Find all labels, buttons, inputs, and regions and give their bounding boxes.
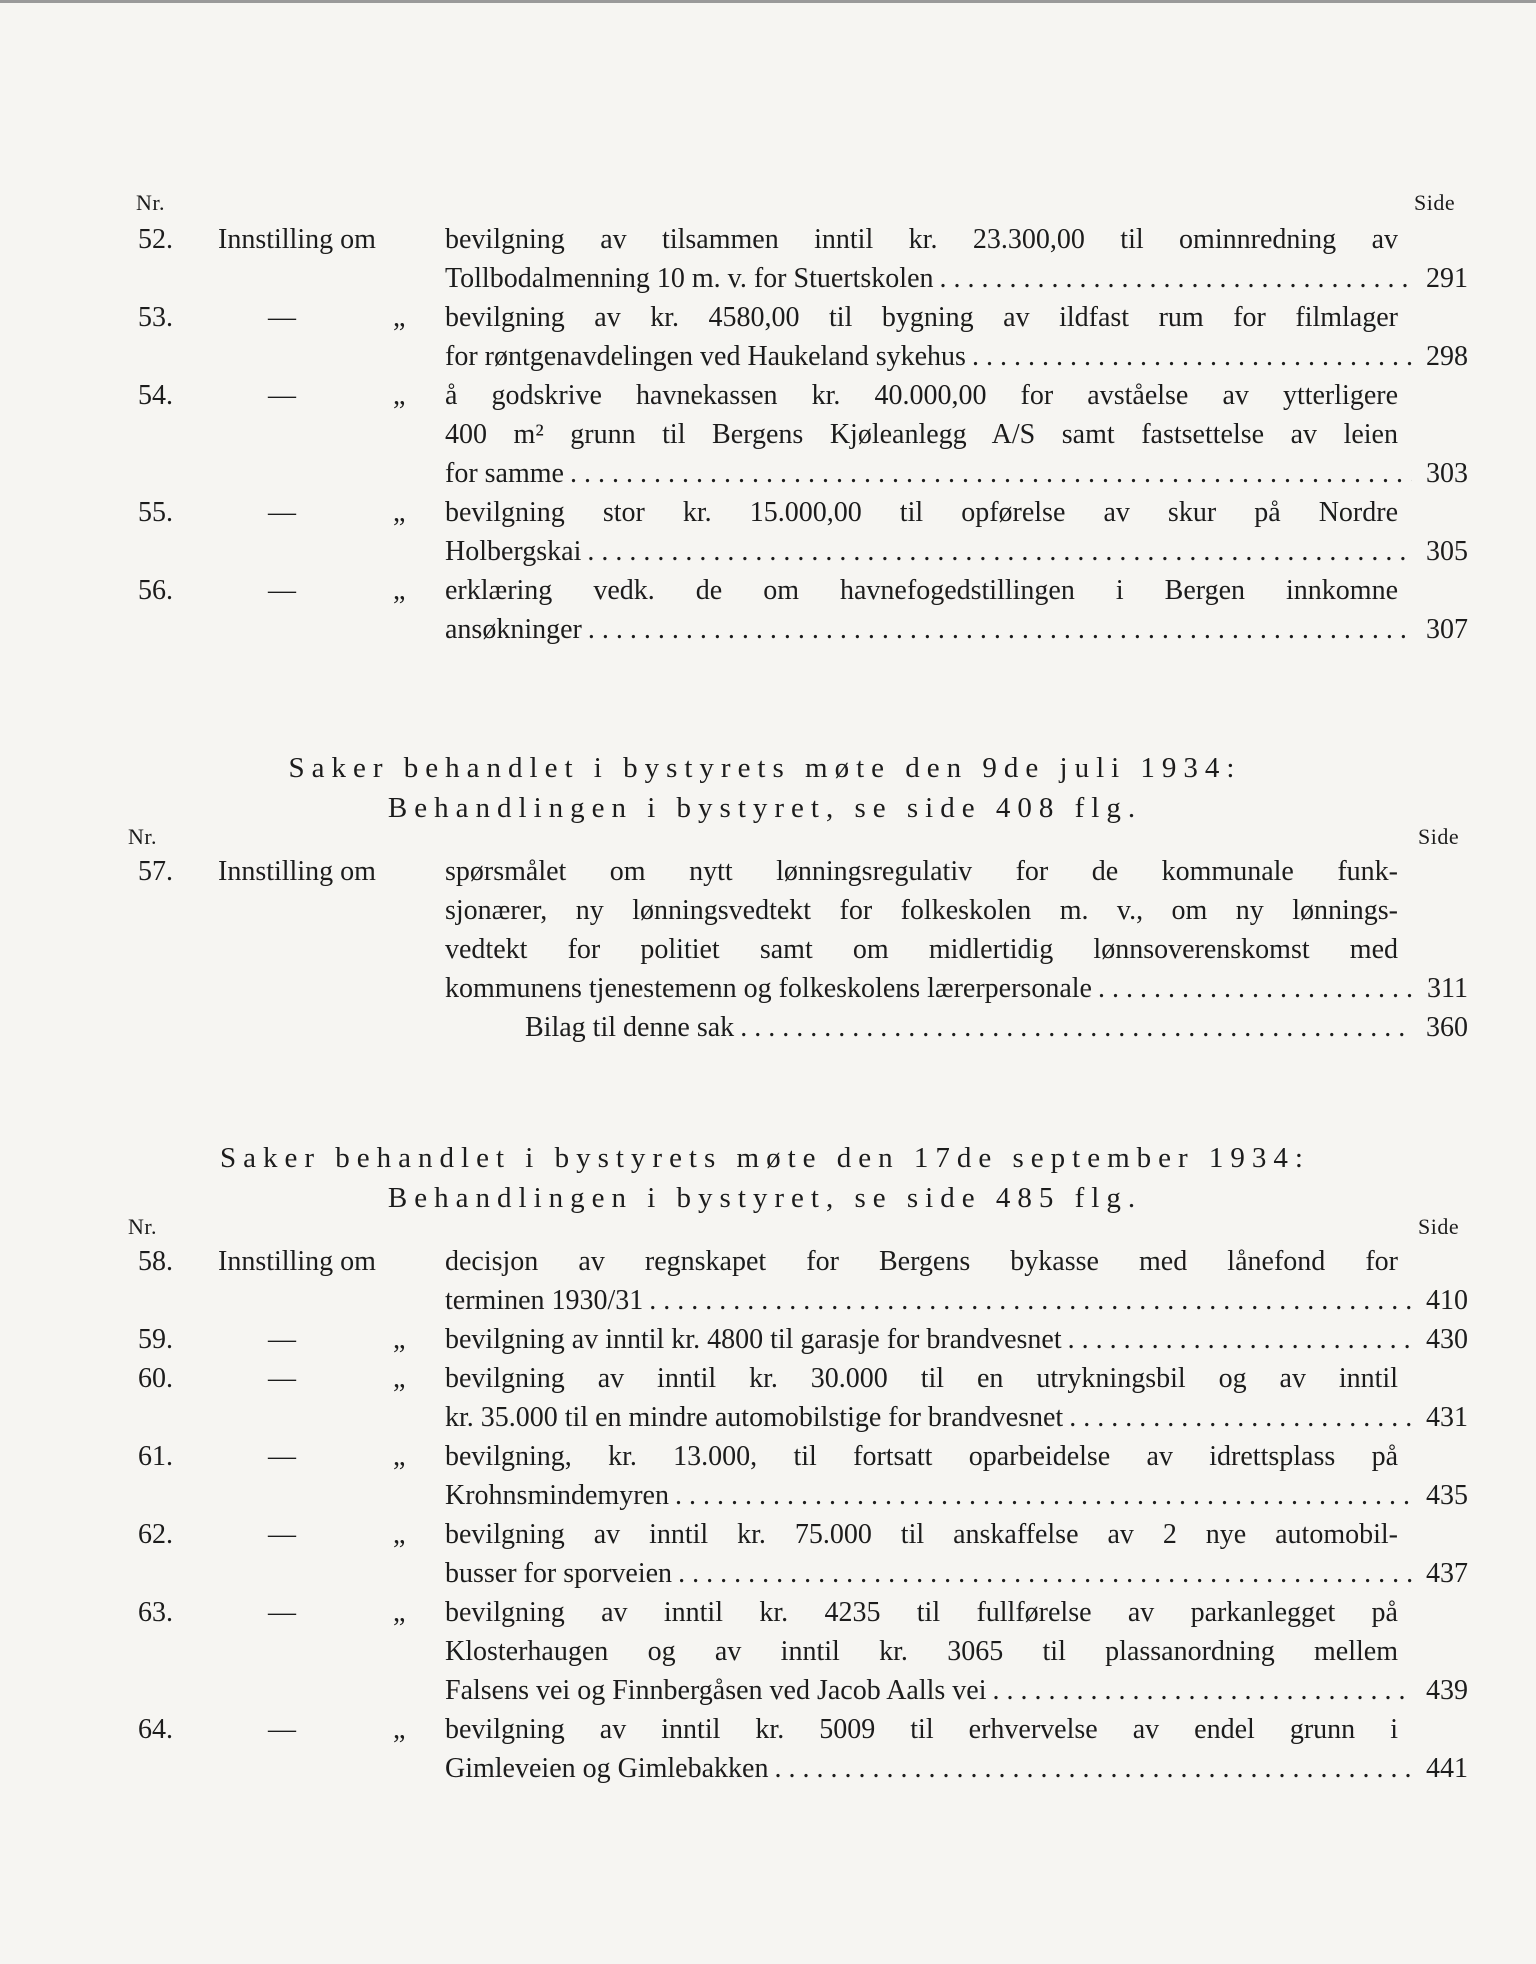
- nr-label: Nr.: [128, 824, 157, 849]
- page-number: 441: [1426, 1753, 1468, 1784]
- dot-leader: [649, 1281, 1412, 1320]
- ditto-mark: „: [393, 380, 406, 411]
- entry-number: 52.: [138, 224, 173, 255]
- dot-leader: [1098, 969, 1412, 1008]
- entry-line: [445, 454, 1468, 493]
- entry-line: [445, 1281, 1468, 1320]
- entry-line: erklæring vedk. de om havnefogedstillingen i Bergen innkomne: [445, 575, 1398, 606]
- dot-leader: [940, 259, 1413, 298]
- toc-entry: [138, 298, 1468, 376]
- ditto-dash: —: [268, 1597, 296, 1628]
- entry-line: [525, 1008, 1468, 1047]
- entry-line: Klosterhaugen og av inntil kr. 3065 til plassanordning mellem: [445, 1636, 1398, 1667]
- entry-line: å godskrive havnekassen kr. 40.000,00 for avståelse av ytterligere: [445, 380, 1398, 411]
- page-number: 430: [1426, 1324, 1468, 1355]
- section-subheading: Behandlingen i bystyret, se side 485 flg.: [387, 1182, 1143, 1214]
- ditto-dash: —: [268, 1324, 296, 1355]
- toc-entry: [138, 376, 1468, 493]
- ditto-mark: „: [393, 497, 406, 528]
- entry-prefix: Innstilling om: [218, 224, 376, 255]
- ditto-mark: „: [393, 302, 406, 333]
- page-number: 305: [1426, 536, 1468, 567]
- entry-number: 61.: [138, 1441, 173, 1472]
- entry-line: bevilgning, kr. 13.000, til fortsatt oparbeidelse av idrettsplass på: [445, 1441, 1398, 1472]
- page-number: 410: [1426, 1285, 1468, 1316]
- entry-number: 56.: [138, 575, 173, 606]
- page-number: 437: [1426, 1558, 1468, 1589]
- entry-line: bevilgning av inntil kr. 5009 til erhvervelse av endel grunn i: [445, 1714, 1398, 1745]
- toc-entry: [138, 1008, 1468, 1047]
- dot-leader: [678, 1554, 1412, 1593]
- ditto-dash: —: [268, 575, 296, 606]
- entry-text: [445, 220, 1468, 298]
- ditto-dash: —: [268, 1519, 296, 1550]
- entry-line: bevilgning av inntil kr. 4235 til fullførelse av parkanlegget på: [445, 1597, 1398, 1628]
- dot-leader: [588, 610, 1412, 649]
- entry-number: 62.: [138, 1519, 173, 1550]
- entry-number: 59.: [138, 1324, 173, 1355]
- ditto-dash: —: [268, 380, 296, 411]
- entry-number: 53.: [138, 302, 173, 333]
- entry-line-text: terminen 1930/31: [445, 1285, 644, 1316]
- entry-line-text: bevilgning av inntil kr. 4800 til garasje for brandvesnet: [445, 1324, 1062, 1355]
- entry-line: [445, 1398, 1468, 1437]
- entry-text: [445, 1515, 1468, 1593]
- entry-line: 400 m² grunn til Bergens Kjøleanlegg A/S samt fastsettelse av leien: [445, 419, 1398, 450]
- section-subheading: Behandlingen i bystyret, se side 408 flg.: [387, 792, 1143, 824]
- entry-text: [445, 1710, 1468, 1788]
- entry-line-text: Krohnsmindemyren: [445, 1480, 669, 1511]
- entries-group-3: [138, 1242, 1468, 1788]
- entry-text: [445, 1359, 1468, 1437]
- side-label: Side: [1418, 824, 1460, 849]
- ditto-dash: —: [268, 302, 296, 333]
- entry-line: bevilgning av kr. 4580,00 til bygning av ildfast rum for filmlager: [445, 302, 1398, 333]
- entry-text: [445, 1242, 1468, 1320]
- entry-line: [445, 1554, 1468, 1593]
- entry-line: [445, 969, 1468, 1008]
- entry-line: [445, 259, 1468, 298]
- dot-leader: [570, 454, 1412, 493]
- entry-line-text: for røntgenavdelingen ved Haukeland sykehus: [445, 341, 966, 372]
- page-number: 435: [1426, 1480, 1468, 1511]
- ditto-dash: —: [268, 1363, 296, 1394]
- entry-number: 63.: [138, 1597, 173, 1628]
- entry-line: [445, 337, 1468, 376]
- entry-text: [445, 1008, 1468, 1047]
- entry-number: 60.: [138, 1363, 173, 1394]
- entry-line: [445, 1749, 1468, 1788]
- entry-line: bevilgning av inntil kr. 75.000 til anskaffelse av 2 nye automobil-: [445, 1519, 1398, 1550]
- toc-entry: [138, 493, 1468, 571]
- ditto-mark: „: [393, 1597, 406, 1628]
- page-number: 439: [1426, 1675, 1468, 1706]
- dot-leader: [587, 532, 1412, 571]
- nr-label: Nr.: [136, 190, 165, 215]
- entry-line-text: ansøkninger: [445, 614, 582, 645]
- ditto-mark: „: [393, 1519, 406, 1550]
- dot-leader: [993, 1671, 1412, 1710]
- entry-text: [445, 1320, 1468, 1359]
- entry-text: [445, 376, 1468, 493]
- entry-line: bevilgning av inntil kr. 30.000 til en utrykningsbil og av inntil: [445, 1363, 1398, 1394]
- entry-number: 58.: [138, 1246, 173, 1277]
- dot-leader: [1068, 1320, 1412, 1359]
- entry-text: [445, 571, 1468, 649]
- entry-text: [445, 493, 1468, 571]
- entry-line-text: Holbergskai: [445, 536, 582, 567]
- entry-line-text: busser for sporveien: [445, 1558, 673, 1589]
- entry-line-text: for samme: [445, 458, 564, 489]
- ditto-mark: „: [393, 1363, 406, 1394]
- ditto-dash: —: [268, 1714, 296, 1745]
- dot-leader: [972, 337, 1412, 376]
- entry-number: 64.: [138, 1714, 173, 1745]
- entry-prefix: Innstilling om: [218, 856, 376, 887]
- dot-leader: [1069, 1398, 1412, 1437]
- entry-line: [445, 532, 1468, 571]
- dot-leader: [740, 1008, 1412, 1047]
- entry-line-text: kr. 35.000 til en mindre automobilstige for brandvesnet: [445, 1402, 1064, 1433]
- ditto-dash: —: [268, 497, 296, 528]
- ditto-mark: „: [393, 1324, 406, 1355]
- entry-line-text: Gimleveien og Gimlebakken: [445, 1753, 769, 1784]
- entry-line: [445, 610, 1468, 649]
- entry-line: decisjon av regnskapet for Bergens bykasse med lånefond for: [445, 1246, 1398, 1277]
- page-number: 291: [1426, 263, 1468, 294]
- entry-prefix: Innstilling om: [218, 1246, 376, 1277]
- page-number: 360: [1426, 1012, 1468, 1043]
- toc-entry: [138, 1359, 1468, 1437]
- entry-text: [445, 298, 1468, 376]
- entry-line: [445, 1476, 1468, 1515]
- page-number: 307: [1426, 614, 1468, 645]
- toc-entry: [138, 571, 1468, 649]
- toc-entry: [138, 1593, 1468, 1710]
- ditto-mark: „: [393, 1714, 406, 1745]
- entry-line-text: Falsens vei og Finnbergåsen ved Jacob Aalls vei: [445, 1675, 987, 1706]
- entry-number: 54.: [138, 380, 173, 411]
- entry-line: bevilgning stor kr. 15.000,00 til opførelse av skur på Nordre: [445, 497, 1398, 528]
- entry-line-text: Tollbodalmenning 10 m. v. for Stuertskolen: [445, 263, 934, 294]
- entries-group-2: [138, 852, 1468, 1047]
- entry-line-text: kommunens tjenestemenn og folkeskolens lærerpersonale: [445, 973, 1092, 1004]
- entry-number: 55.: [138, 497, 173, 528]
- ditto-dash: —: [268, 1441, 296, 1472]
- toc-entry: [138, 220, 1468, 298]
- page-number: 431: [1426, 1402, 1468, 1433]
- page-number: 311: [1427, 973, 1468, 1004]
- ditto-mark: „: [393, 575, 406, 606]
- entry-text: [445, 1437, 1468, 1515]
- toc-entry: [138, 1437, 1468, 1515]
- entry-text: [445, 852, 1468, 1008]
- side-label: Side: [1414, 190, 1456, 215]
- entry-line: sjonærer, ny lønningsvedtekt for folkeskolen m. v., om ny lønnings-: [445, 895, 1398, 926]
- toc-entry: [138, 852, 1468, 1008]
- toc-entry: [138, 1710, 1468, 1788]
- entry-line: vedtekt for politiet samt om midlertidig lønnsoverenskomst med: [445, 934, 1398, 965]
- toc-entry: [138, 1320, 1468, 1359]
- side-label: Side: [1418, 1214, 1460, 1239]
- dot-leader: [774, 1749, 1412, 1788]
- toc-entry: [138, 1242, 1468, 1320]
- section-heading: Saker behandlet i bystyrets møte den 17de september 1934:: [220, 1142, 1310, 1174]
- dot-leader: [675, 1476, 1412, 1515]
- entry-number: 57.: [138, 856, 173, 887]
- section-heading: Saker behandlet i bystyrets møte den 9de juli 1934:: [288, 752, 1242, 784]
- nr-label: Nr.: [128, 1214, 157, 1239]
- entry-line: [445, 1671, 1468, 1710]
- entry-line: spørsmålet om nytt lønningsregulativ for de kommunale funk-: [445, 856, 1398, 887]
- entry-line: [445, 1320, 1468, 1359]
- entry-line: bevilgning av tilsammen inntil kr. 23.300,00 til ominnredning av: [445, 224, 1398, 255]
- toc-entry: [138, 1515, 1468, 1593]
- page-number: 303: [1426, 458, 1468, 489]
- top-border: [0, 0, 1536, 3]
- ditto-mark: „: [393, 1441, 406, 1472]
- entries-group-1: [138, 220, 1468, 649]
- bilag-text: Bilag til denne sak: [525, 1012, 735, 1043]
- page-number: 298: [1426, 341, 1468, 372]
- entry-text: [445, 1593, 1468, 1710]
